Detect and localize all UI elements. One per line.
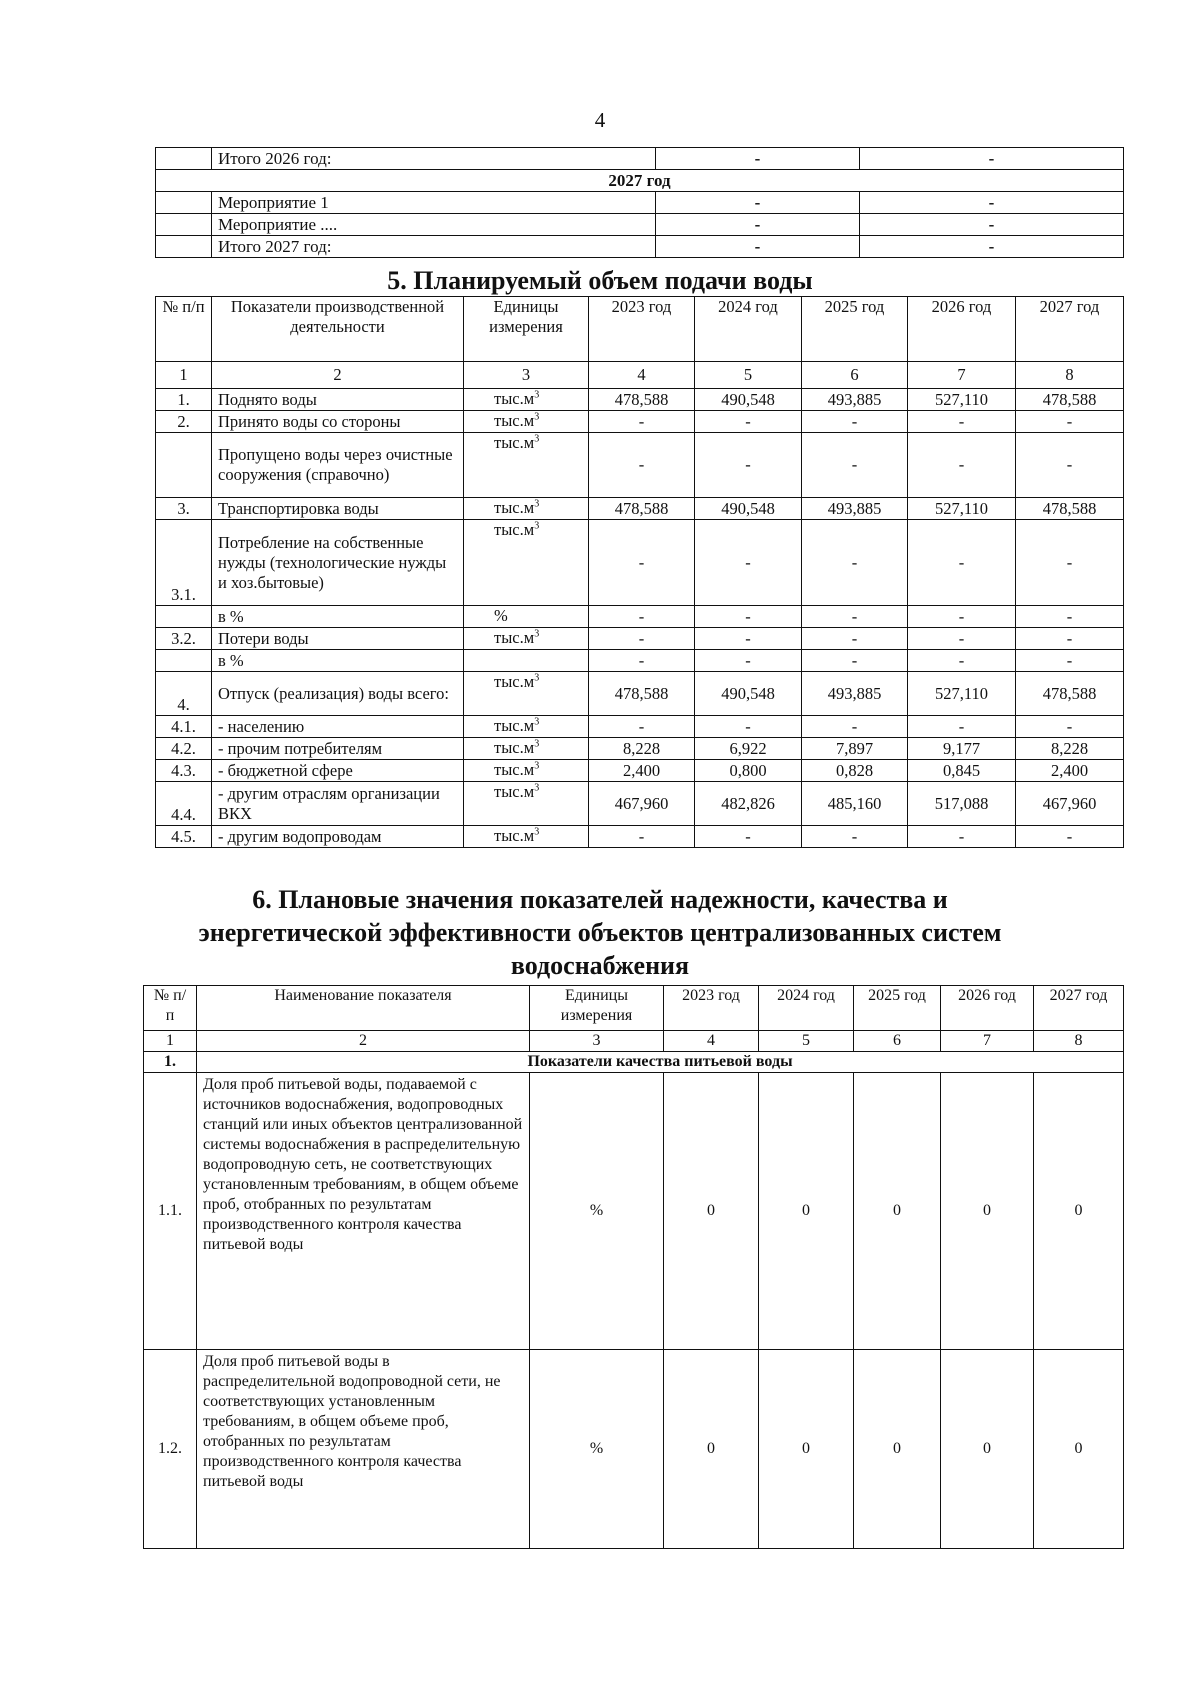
value-cell: - (802, 650, 908, 672)
column-number: 7 (908, 362, 1016, 389)
value-cell: 467,960 (589, 782, 695, 826)
unit-superscript: 3 (534, 389, 540, 401)
unit-cell (464, 760, 589, 782)
indicator-name: в % (212, 650, 464, 672)
indicator-name: Доля проб питьевой воды, подаваемой с источников водоснабжения, водопроводных станций или иных объектов централизованной системы водоснабжения в распределительную водопроводную сеть, не соответствующих установленным требованиям, в общем объеме проб, отобранных по результатам производственного контроля качества питьевой воды (197, 1073, 530, 1350)
value-cell: - (1016, 826, 1124, 848)
table-row (156, 148, 1124, 170)
value-cell: 0 (664, 1350, 759, 1549)
unit-cell (464, 389, 589, 411)
value-cell: 0 (854, 1073, 941, 1350)
value-cell: 0,845 (908, 760, 1016, 782)
header-row (144, 986, 1124, 1031)
unit-text: тыс.м (494, 672, 535, 691)
indicator-name: - бюджетной сфере (212, 760, 464, 782)
value-cell: 2,400 (589, 760, 695, 782)
table-row (156, 236, 1124, 258)
unit-cell (464, 411, 589, 433)
quality-indicators-table (143, 985, 1124, 1549)
value-cell: 478,588 (1016, 672, 1124, 716)
row-number (156, 433, 212, 498)
value-cell: - (908, 520, 1016, 606)
value-cell: - (802, 826, 908, 848)
value-cell: 2,400 (1016, 760, 1124, 782)
table-row (156, 389, 1124, 411)
unit-text: тыс.м (494, 389, 535, 408)
value-cell: 490,548 (695, 498, 802, 520)
unit-cell (464, 433, 589, 498)
table-row (156, 606, 1124, 628)
unit-superscript: 3 (534, 782, 540, 794)
item-label: Мероприятие .... (212, 214, 656, 236)
row-number: 1.1. (144, 1073, 197, 1350)
column-header: № п/п (156, 297, 212, 362)
column-header: Показатели производственной деятельности (212, 297, 464, 362)
value-cell: 0 (1034, 1350, 1124, 1549)
value-cell: 493,885 (802, 672, 908, 716)
indicator-name: Транспортировка воды (212, 498, 464, 520)
value-cell: - (695, 433, 802, 498)
indicator-name: Потребление на собственные нужды (технологические нужды и хоз.бытовые) (212, 520, 464, 606)
indicator-name: Потери воды (212, 628, 464, 650)
indicator-name: Пропущено воды через очистные сооружения (справочно) (212, 433, 464, 498)
value-cell: 0 (664, 1073, 759, 1350)
unit-superscript: 3 (534, 738, 540, 750)
value-cell: - (802, 411, 908, 433)
table-row (156, 826, 1124, 848)
table-row (156, 214, 1124, 236)
column-number: 6 (854, 1031, 941, 1052)
value-cell: - (656, 236, 860, 258)
value-cell: - (695, 716, 802, 738)
unit-cell: % (530, 1073, 664, 1350)
value-cell: 490,548 (695, 672, 802, 716)
column-header: 2023 год (664, 986, 759, 1031)
column-header: 2027 год (1016, 297, 1124, 362)
investment-table-body (156, 148, 1124, 258)
section-6-title (0, 883, 1200, 982)
unit-cell (464, 628, 589, 650)
empty-cell (156, 192, 212, 214)
unit-superscript: 3 (534, 628, 540, 640)
unit-cell (464, 716, 589, 738)
value-cell: - (589, 650, 695, 672)
table-row (156, 433, 1124, 498)
value-cell: - (695, 826, 802, 848)
table-row (156, 520, 1124, 606)
table-row (156, 760, 1124, 782)
unit-superscript: 3 (534, 716, 540, 728)
value-cell: - (802, 520, 908, 606)
value-cell: - (656, 148, 860, 170)
table-row (156, 628, 1124, 650)
unit-text: тыс.м (494, 716, 535, 735)
table-row (156, 170, 1124, 192)
unit-text: тыс.м (494, 826, 535, 845)
column-header: 2027 год (1034, 986, 1124, 1031)
value-cell: - (589, 411, 695, 433)
column-number: 2 (197, 1031, 530, 1052)
page-number: 4 (594, 108, 606, 132)
unit-text: тыс.м (494, 782, 535, 801)
table-row (156, 672, 1124, 716)
column-header: 2024 год (695, 297, 802, 362)
value-cell: 478,588 (1016, 498, 1124, 520)
unit-cell: % (530, 1350, 664, 1549)
unit-cell (464, 782, 589, 826)
row-number: 3. (156, 498, 212, 520)
unit-superscript: 3 (534, 672, 540, 684)
value-cell: - (1016, 606, 1124, 628)
empty-cell (156, 214, 212, 236)
column-header: 2025 год (802, 297, 908, 362)
section-6-title-line: 6. Плановые значения показателей надежности, качества и (252, 885, 948, 914)
column-number: 4 (589, 362, 695, 389)
value-cell: 0,800 (695, 760, 802, 782)
indicator-name: в % (212, 606, 464, 628)
unit-cell (464, 672, 589, 716)
indicator-name: - прочим потребителям (212, 738, 464, 760)
section-6-title-line: водоснабжения (510, 951, 690, 980)
column-header: 2025 год (854, 986, 941, 1031)
value-cell: - (802, 606, 908, 628)
value-cell: 0 (941, 1073, 1034, 1350)
row-number: 4.2. (156, 738, 212, 760)
empty-cell (156, 148, 212, 170)
unit-superscript: 3 (534, 433, 540, 445)
value-cell: - (860, 214, 1124, 236)
value-cell: - (589, 606, 695, 628)
column-header: Наименование показателя (197, 986, 530, 1031)
value-cell: 467,960 (1016, 782, 1124, 826)
column-number: 3 (530, 1031, 664, 1052)
column-number: 4 (664, 1031, 759, 1052)
row-number: 4.3. (156, 760, 212, 782)
column-number: 8 (1016, 362, 1124, 389)
column-header: № п/п (144, 986, 197, 1031)
column-header: 2026 год (941, 986, 1034, 1031)
value-cell: - (1016, 628, 1124, 650)
column-number: 5 (759, 1031, 854, 1052)
column-header: Единицы измерения (464, 297, 589, 362)
indicator-name: Отпуск (реализация) воды всего: (212, 672, 464, 716)
column-number-row (144, 1031, 1124, 1052)
table-row (156, 782, 1124, 826)
value-cell: 482,826 (695, 782, 802, 826)
value-cell: 517,088 (908, 782, 1016, 826)
value-cell: - (1016, 411, 1124, 433)
unit-text: тыс.м (494, 411, 535, 430)
indicator-name: Принято воды со стороны (212, 411, 464, 433)
table-row (144, 1350, 1124, 1549)
column-number: 5 (695, 362, 802, 389)
value-cell: - (860, 192, 1124, 214)
column-header: Единицы измерения (530, 986, 664, 1031)
value-cell: 6,922 (695, 738, 802, 760)
value-cell: - (695, 520, 802, 606)
value-cell: - (695, 411, 802, 433)
value-cell: 527,110 (908, 498, 1016, 520)
value-cell: 0 (941, 1350, 1034, 1549)
unit-text: тыс.м (494, 520, 535, 539)
column-number: 6 (802, 362, 908, 389)
indicator-name: - другим водопроводам (212, 826, 464, 848)
unit-superscript: 3 (534, 826, 540, 838)
value-cell: - (656, 192, 860, 214)
value-cell: - (908, 628, 1016, 650)
row-number: 3.2. (156, 628, 212, 650)
unit-superscript: 3 (534, 411, 540, 423)
unit-superscript: 3 (534, 520, 540, 532)
column-header: 2024 год (759, 986, 854, 1031)
unit-cell (464, 738, 589, 760)
value-cell: - (908, 433, 1016, 498)
value-cell: 0 (759, 1073, 854, 1350)
value-cell: 478,588 (589, 389, 695, 411)
section-5-title: 5. Планируемый объем подачи воды (387, 266, 813, 295)
value-cell: 0 (854, 1350, 941, 1549)
group-label: Показатели качества питьевой воды (197, 1052, 1124, 1073)
unit-superscript: 3 (534, 760, 540, 772)
item-label: Итого 2026 год: (212, 148, 656, 170)
row-number: 4.1. (156, 716, 212, 738)
unit-text: тыс.м (494, 760, 535, 779)
investment-table-continuation (155, 147, 1124, 258)
value-cell: - (1016, 716, 1124, 738)
unit-text: тыс.м (494, 628, 535, 647)
column-number: 1 (144, 1031, 197, 1052)
value-cell: - (589, 628, 695, 650)
value-cell: - (695, 628, 802, 650)
unit-cell (464, 650, 589, 672)
table-row (156, 716, 1124, 738)
value-cell: - (589, 716, 695, 738)
value-cell: 0 (1034, 1073, 1124, 1350)
row-number: 3.1. (156, 520, 212, 606)
item-label: Мероприятие 1 (212, 192, 656, 214)
column-number: 7 (941, 1031, 1034, 1052)
value-cell: - (589, 520, 695, 606)
value-cell: 8,228 (589, 738, 695, 760)
value-cell: - (1016, 433, 1124, 498)
value-cell: 490,548 (695, 389, 802, 411)
row-number (156, 650, 212, 672)
indicator-name: Поднято воды (212, 389, 464, 411)
value-cell: - (802, 716, 908, 738)
value-cell: 478,588 (589, 672, 695, 716)
row-number: 4.4. (156, 782, 212, 826)
value-cell: 527,110 (908, 389, 1016, 411)
column-number-row (156, 362, 1124, 389)
unit-text: % (494, 606, 508, 625)
indicator-name: - другим отраслям организации ВКХ (212, 782, 464, 826)
row-number (156, 606, 212, 628)
year-heading: 2027 год (156, 170, 1124, 192)
column-number: 3 (464, 362, 589, 389)
unit-cell (464, 606, 589, 628)
unit-cell (464, 520, 589, 606)
table-row (156, 192, 1124, 214)
value-cell: - (908, 606, 1016, 628)
value-cell: - (908, 826, 1016, 848)
value-cell: - (656, 214, 860, 236)
table-row (144, 1073, 1124, 1350)
value-cell: 485,160 (802, 782, 908, 826)
unit-text: тыс.м (494, 433, 535, 452)
unit-cell (464, 826, 589, 848)
value-cell: - (908, 650, 1016, 672)
value-cell: - (695, 606, 802, 628)
value-cell: 8,228 (1016, 738, 1124, 760)
item-label: Итого 2027 год: (212, 236, 656, 258)
value-cell: - (860, 148, 1124, 170)
row-number: 1.2. (144, 1350, 197, 1549)
unit-text: тыс.м (494, 498, 535, 517)
value-cell: - (908, 411, 1016, 433)
value-cell: 527,110 (908, 672, 1016, 716)
table-row (156, 650, 1124, 672)
value-cell: - (1016, 650, 1124, 672)
value-cell: - (695, 650, 802, 672)
row-number: 1. (156, 389, 212, 411)
value-cell: - (802, 628, 908, 650)
group-row (144, 1052, 1124, 1073)
column-number: 1 (156, 362, 212, 389)
empty-cell (156, 236, 212, 258)
value-cell: - (908, 716, 1016, 738)
water-supply-volume-table (155, 296, 1124, 848)
column-header: 2023 год (589, 297, 695, 362)
value-cell: 0 (759, 1350, 854, 1549)
value-cell: 478,588 (589, 498, 695, 520)
unit-text: тыс.м (494, 738, 535, 757)
value-cell: 7,897 (802, 738, 908, 760)
unit-cell (464, 498, 589, 520)
value-cell: - (860, 236, 1124, 258)
value-cell: - (589, 433, 695, 498)
value-cell: 478,588 (1016, 389, 1124, 411)
table-row (156, 738, 1124, 760)
value-cell: 493,885 (802, 389, 908, 411)
column-number: 2 (212, 362, 464, 389)
group-number: 1. (144, 1052, 197, 1073)
value-cell: 0,828 (802, 760, 908, 782)
row-number: 4. (156, 672, 212, 716)
value-cell: 493,885 (802, 498, 908, 520)
column-header: 2026 год (908, 297, 1016, 362)
unit-superscript: 3 (534, 498, 540, 510)
row-number: 4.5. (156, 826, 212, 848)
value-cell: - (802, 433, 908, 498)
column-number: 8 (1034, 1031, 1124, 1052)
value-cell: 9,177 (908, 738, 1016, 760)
table-row (156, 498, 1124, 520)
header-row (156, 297, 1124, 362)
row-number: 2. (156, 411, 212, 433)
value-cell: - (1016, 520, 1124, 606)
indicator-name: Доля проб питьевой воды в распределительной водопроводной сети, не соответствующих установленным требованиям, в общем объеме проб, отобранных по результатам производственного контроля качества питьевой воды (197, 1350, 530, 1549)
value-cell: - (589, 826, 695, 848)
section-6-title-line: энергетической эффективности объектов централизованных систем (198, 918, 1002, 947)
indicator-name: - населению (212, 716, 464, 738)
table-row (156, 411, 1124, 433)
